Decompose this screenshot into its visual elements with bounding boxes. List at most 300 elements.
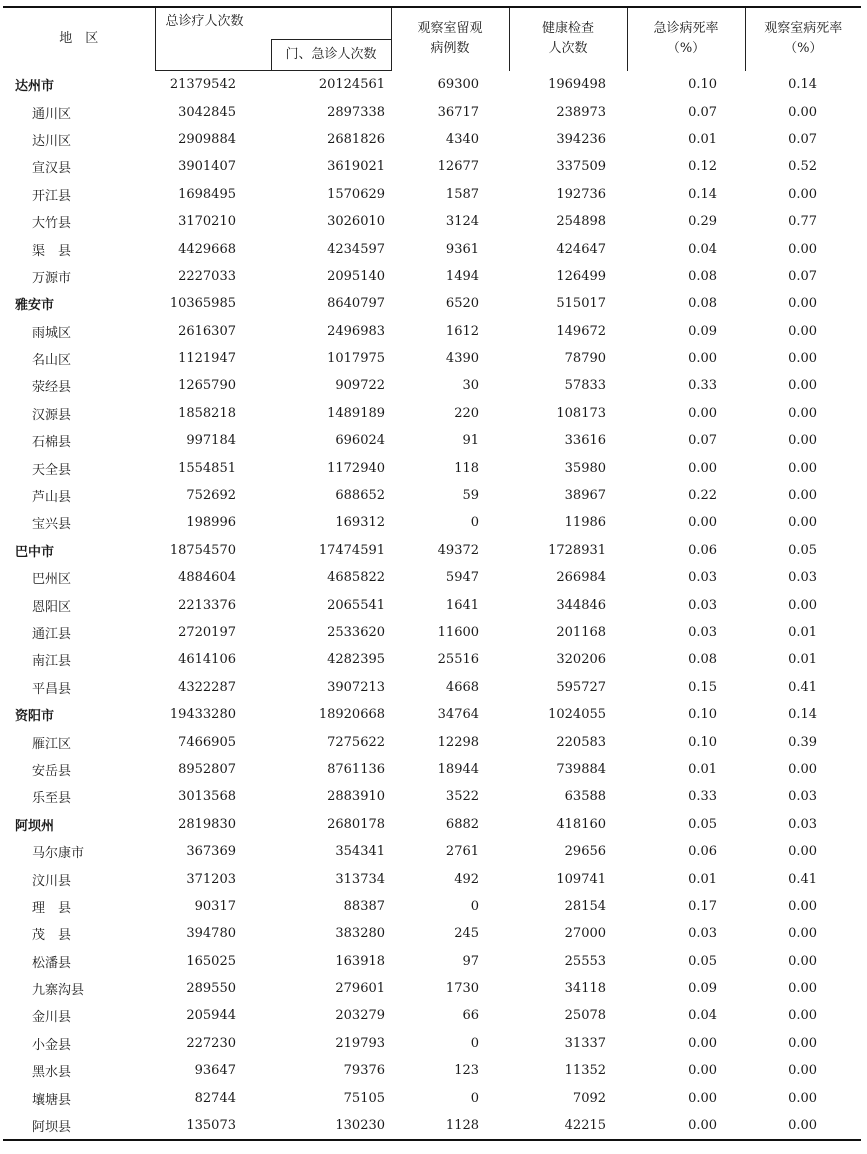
table-row [3, 975, 861, 1002]
health-checks-cell: 394236 [556, 131, 607, 147]
observation-cases-cell: 1494 [445, 268, 480, 284]
total-visits-cell: 7466905 [178, 734, 236, 750]
outpatient-emergency-cell: 169312 [335, 515, 386, 531]
emergency-mortality-cell: 0.12 [688, 159, 718, 175]
emergency-mortality-cell: 0.03 [688, 597, 718, 613]
table-row [3, 153, 861, 180]
header-observation-cases [391, 7, 509, 71]
observation-mortality-cell: 0.77 [788, 214, 818, 230]
table-row [3, 1084, 861, 1111]
total-visits-cell: 165025 [186, 953, 236, 969]
table-row [3, 208, 861, 235]
observation-cases-cell: 12677 [437, 159, 480, 175]
observation-mortality-cell: 0.00 [788, 981, 818, 997]
table-body [3, 71, 861, 1141]
region-cell: 小金县 [32, 1037, 72, 1053]
total-visits-cell: 3042845 [178, 104, 236, 120]
table-row [3, 564, 861, 591]
total-visits-cell: 90317 [194, 898, 236, 914]
observation-mortality-cell: 0.00 [788, 1008, 818, 1024]
table-row [3, 1112, 861, 1140]
observation-mortality-cell: 0.00 [788, 1063, 818, 1079]
health-checks-cell: 38967 [564, 488, 607, 504]
region-cell: 大竹县 [32, 216, 72, 232]
table-row [3, 619, 861, 646]
health-checks-cell: 1024055 [548, 707, 607, 723]
emergency-mortality-cell: 0.01 [688, 871, 718, 887]
total-visits-cell: 1554851 [178, 460, 236, 476]
observation-cases-cell: 30 [462, 378, 480, 394]
health-checks-cell: 27000 [564, 926, 607, 942]
outpatient-emergency-cell: 79376 [343, 1063, 386, 1079]
table-row [3, 235, 861, 262]
table-header [3, 7, 861, 71]
header-total-visits: 总诊疗人次数 [155, 7, 391, 40]
outpatient-emergency-cell: 7275622 [327, 734, 386, 750]
total-visits-cell: 2213376 [178, 597, 236, 613]
outpatient-emergency-cell: 688652 [335, 488, 386, 504]
observation-cases-cell: 4390 [445, 351, 480, 367]
total-visits-cell: 1698495 [178, 186, 236, 202]
emergency-mortality-cell: 0.00 [627, 1112, 745, 1140]
table-row [3, 263, 861, 290]
region-cell: 宣汉县 [32, 161, 72, 177]
outpatient-emergency-cell: 20124561 [318, 77, 386, 93]
health-checks-cell: 25078 [564, 1008, 607, 1024]
observation-mortality-cell: 0.00 [788, 953, 818, 969]
health-checks-cell: 126499 [556, 268, 607, 284]
outpatient-emergency-cell: 2496983 [327, 323, 386, 339]
observation-mortality-cell: 0.07 [788, 131, 818, 147]
observation-mortality-cell: 0.00 [788, 241, 818, 257]
header-observation-mortality [745, 7, 861, 71]
region-cell: 达州市 [15, 78, 55, 94]
outpatient-emergency-cell: 219793 [335, 1035, 386, 1051]
outpatient-emergency-cell: 3619021 [327, 159, 386, 175]
health-checks-cell: 320206 [556, 652, 607, 668]
total-visits-cell: 1858218 [178, 405, 236, 421]
health-checks-cell: 149672 [556, 323, 607, 339]
observation-mortality-cell: 0.00 [788, 761, 818, 777]
outpatient-emergency-cell: 17474591 [318, 542, 386, 558]
total-visits-cell: 2819830 [178, 816, 236, 832]
observation-mortality-cell: 0.00 [788, 186, 818, 202]
total-visits-cell: 82744 [194, 1090, 236, 1106]
health-checks-cell: 220583 [556, 734, 607, 750]
observation-mortality-cell: 0.03 [788, 789, 818, 805]
observation-cases-cell: 49372 [437, 542, 480, 558]
observation-mortality-cell: 0.14 [788, 707, 818, 723]
outpatient-emergency-cell: 2883910 [327, 789, 386, 805]
total-visits-cell: 2909884 [178, 131, 236, 147]
region-cell: 资阳市 [15, 709, 55, 725]
total-visits-cell: 8952807 [178, 761, 236, 777]
total-visits-cell: 3901407 [178, 159, 236, 175]
health-checks-cell: 33616 [564, 433, 607, 449]
observation-mortality-cell: 0.00 [788, 926, 818, 942]
emergency-mortality-cell: 0.09 [688, 981, 718, 997]
region-cell: 汶川县 [32, 873, 72, 889]
health-checks-cell: 254898 [556, 214, 607, 230]
total-visits-cell: 367369 [186, 844, 236, 860]
emergency-mortality-cell: 0.09 [688, 323, 718, 339]
observation-cases-cell: 0 [470, 898, 480, 914]
observation-mortality-cell: 0.39 [788, 734, 818, 750]
region-cell: 天全县 [32, 462, 72, 478]
emergency-mortality-cell: 0.00 [688, 351, 718, 367]
table-row [3, 400, 861, 427]
health-checks-cell: 337509 [556, 159, 607, 175]
observation-mortality-cell: 0.00 [788, 1035, 818, 1051]
region-cell: 黑水县 [32, 1065, 72, 1081]
outpatient-emergency-cell: 2095140 [327, 268, 386, 284]
health-checks-cell: 595727 [556, 679, 607, 695]
header-health-checks [509, 7, 627, 71]
observation-cases-cell: 4340 [445, 131, 480, 147]
observation-cases-cell: 59 [462, 488, 480, 504]
total-visits-cell: 18754570 [169, 542, 236, 558]
region-cell: 松潘县 [32, 955, 72, 971]
health-checks-cell: 35980 [564, 460, 607, 476]
table-row [3, 865, 861, 892]
table-row-city [3, 537, 861, 564]
health-checks-cell: 11352 [564, 1063, 607, 1079]
observation-cases-cell: 69300 [437, 76, 480, 92]
outpatient-emergency-cell: 1172940 [327, 460, 386, 476]
total-visits-cell: 135073 [155, 1112, 271, 1140]
table-row [3, 454, 861, 481]
emergency-mortality-cell: 0.01 [688, 761, 718, 777]
observation-mortality-cell: 0.00 [745, 1112, 861, 1140]
region-cell: 乐至县 [32, 791, 72, 807]
health-checks-cell: 515017 [556, 296, 607, 312]
observation-cases-cell: 91 [462, 433, 480, 449]
table-row [3, 345, 861, 372]
health-checks-cell: 29656 [564, 844, 607, 860]
header-emergency-mortality [627, 7, 745, 71]
outpatient-emergency-cell: 1489189 [327, 405, 386, 421]
region-cell: 渠 县 [32, 243, 72, 259]
table-row [3, 646, 861, 673]
emergency-mortality-cell: 0.03 [688, 570, 718, 586]
outpatient-emergency-cell: 354341 [335, 844, 386, 860]
emergency-mortality-cell: 0.04 [688, 1008, 718, 1024]
region-cell: 开江县 [32, 188, 72, 204]
observation-cases-cell: 0 [470, 1090, 480, 1106]
outpatient-emergency-cell: 8640797 [327, 296, 386, 312]
observation-mortality-cell: 0.00 [788, 433, 818, 449]
observation-mortality-cell: 0.00 [788, 323, 818, 339]
region-cell: 雁江区 [32, 736, 72, 752]
health-checks-cell: 28154 [564, 898, 607, 914]
table-row [3, 920, 861, 947]
outpatient-emergency-cell: 4234597 [327, 241, 386, 257]
outpatient-emergency-cell: 279601 [335, 981, 386, 997]
emergency-mortality-cell: 0.04 [688, 241, 718, 257]
emergency-mortality-cell: 0.33 [688, 378, 718, 394]
region-cell: 茂 县 [32, 928, 72, 944]
region-cell: 雅安市 [15, 298, 55, 314]
emergency-mortality-cell: 0.00 [688, 1035, 718, 1051]
observation-mortality-cell: 0.52 [788, 159, 818, 175]
region-cell: 雨城区 [32, 325, 72, 341]
table-row [3, 318, 861, 345]
observation-cases-cell: 123 [454, 1063, 480, 1079]
table-row [3, 783, 861, 810]
observation-cases-cell: 3124 [445, 214, 480, 230]
header-observation-mortality-line2: （%） [784, 41, 823, 57]
observation-mortality-cell: 0.41 [788, 679, 818, 695]
outpatient-emergency-cell: 909722 [335, 378, 386, 394]
emergency-mortality-cell: 0.03 [688, 926, 718, 942]
health-checks-cell: 1969498 [548, 76, 607, 92]
total-visits-cell: 289550 [186, 981, 236, 997]
observation-cases-cell: 3522 [445, 789, 480, 805]
total-visits-cell: 1121947 [178, 351, 236, 367]
table-row [3, 98, 861, 125]
outpatient-emergency-cell: 1570629 [327, 186, 386, 202]
outpatient-emergency-cell: 4282395 [327, 652, 386, 668]
region-cell: 汉源县 [32, 407, 72, 423]
outpatient-emergency-cell: 163918 [335, 953, 386, 969]
health-checks-cell: 57833 [564, 378, 607, 394]
emergency-mortality-cell: 0.07 [688, 433, 718, 449]
table-row [3, 1057, 861, 1084]
health-checks-cell: 25553 [564, 953, 607, 969]
total-visits-cell: 2616307 [178, 323, 236, 339]
table-row [3, 372, 861, 399]
health-checks-cell: 109741 [556, 871, 607, 887]
outpatient-emergency-cell: 18920668 [318, 707, 386, 723]
emergency-mortality-cell: 0.00 [688, 1063, 718, 1079]
observation-cases-cell: 4668 [445, 679, 480, 695]
statistics-table [3, 6, 861, 1141]
outpatient-emergency-cell: 3026010 [327, 214, 386, 230]
observation-cases-cell: 25516 [437, 652, 480, 668]
emergency-mortality-cell: 0.22 [688, 488, 718, 504]
table-row [3, 948, 861, 975]
table-row [3, 181, 861, 208]
emergency-mortality-cell: 0.33 [688, 789, 718, 805]
total-visits-cell: 1265790 [178, 378, 236, 394]
outpatient-emergency-cell: 130230 [271, 1112, 391, 1140]
table-row [3, 838, 861, 865]
health-checks-cell: 31337 [564, 1035, 607, 1051]
emergency-mortality-cell: 0.15 [688, 679, 718, 695]
total-visits-cell: 19433280 [169, 707, 236, 723]
health-checks-cell: 11986 [564, 515, 607, 531]
table-row [3, 482, 861, 509]
health-checks-cell: 108173 [556, 405, 607, 421]
outpatient-emergency-cell: 383280 [335, 926, 386, 942]
header-health-checks-line1: 健康检查 [542, 21, 595, 37]
total-visits-cell: 205944 [186, 1008, 236, 1024]
emergency-mortality-cell: 0.00 [688, 1090, 718, 1106]
observation-cases-cell: 492 [454, 871, 480, 887]
emergency-mortality-cell: 0.06 [688, 844, 718, 860]
table-row [3, 674, 861, 701]
region-cell: 恩阳区 [32, 599, 72, 615]
total-visits-cell: 2227033 [178, 268, 236, 284]
outpatient-emergency-cell: 88387 [343, 898, 386, 914]
outpatient-emergency-cell: 313734 [335, 871, 386, 887]
header-total-visits-spacer [155, 40, 271, 71]
header-observation-cases-line2: 病例数 [430, 41, 470, 57]
emergency-mortality-cell: 0.08 [688, 268, 718, 284]
observation-cases-cell: 0 [470, 1035, 480, 1051]
region-cell: 芦山县 [32, 490, 72, 506]
region-cell: 达川区 [32, 133, 72, 149]
emergency-mortality-cell: 0.10 [688, 76, 718, 92]
table-row-city [3, 701, 861, 728]
header-health-checks-line2: 人次数 [548, 41, 588, 57]
emergency-mortality-cell: 0.00 [688, 405, 718, 421]
observation-mortality-cell: 0.14 [788, 76, 818, 92]
region-cell: 九寨沟县 [32, 983, 85, 999]
region-cell: 阿坝县 [3, 1112, 155, 1140]
observation-cases-cell: 9361 [445, 241, 480, 257]
region-cell: 平昌县 [32, 681, 72, 697]
observation-mortality-cell: 0.00 [788, 405, 818, 421]
region-cell: 南江县 [32, 654, 72, 670]
total-visits-cell: 21379542 [169, 77, 236, 93]
health-checks-cell: 192736 [556, 186, 607, 202]
outpatient-emergency-cell: 2681826 [327, 131, 386, 147]
observation-mortality-cell: 0.00 [788, 296, 818, 312]
observation-mortality-cell: 0.00 [788, 844, 818, 860]
emergency-mortality-cell: 0.08 [688, 296, 718, 312]
health-checks-cell: 34118 [564, 981, 607, 997]
observation-mortality-cell: 0.00 [788, 351, 818, 367]
observation-cases-cell: 6882 [445, 816, 480, 832]
total-visits-cell: 394780 [186, 926, 236, 942]
table-row [3, 1030, 861, 1057]
health-checks-cell: 424647 [556, 241, 607, 257]
observation-cases-cell: 118 [454, 460, 480, 476]
observation-cases-cell: 36717 [437, 104, 480, 120]
emergency-mortality-cell: 0.03 [688, 625, 718, 640]
observation-mortality-cell: 0.00 [788, 898, 818, 914]
health-checks-cell: 42215 [509, 1112, 627, 1140]
table-row-city [3, 811, 861, 838]
header-observation-mortality-line1: 观察室病死率 [764, 21, 843, 37]
health-checks-cell: 266984 [556, 570, 607, 586]
region-cell: 巴州区 [32, 572, 72, 588]
observation-cases-cell: 1128 [391, 1112, 509, 1140]
health-checks-cell: 78790 [564, 351, 607, 367]
outpatient-emergency-cell: 3907213 [327, 679, 386, 695]
table-row [3, 509, 861, 536]
observation-mortality-cell: 0.03 [788, 570, 818, 586]
outpatient-emergency-cell: 1017975 [327, 351, 386, 367]
observation-cases-cell: 1641 [445, 597, 480, 613]
health-checks-cell: 63588 [564, 789, 607, 805]
observation-cases-cell: 1730 [445, 981, 480, 997]
outpatient-emergency-cell: 8761136 [327, 761, 386, 777]
health-checks-cell: 7092 [572, 1090, 607, 1106]
total-visits-cell: 997184 [186, 433, 236, 449]
emergency-mortality-cell: 0.10 [688, 707, 718, 723]
region-cell: 巴中市 [15, 544, 55, 560]
observation-mortality-cell: 0.00 [788, 378, 818, 394]
observation-mortality-cell: 0.00 [788, 488, 818, 504]
observation-cases-cell: 11600 [437, 625, 480, 640]
observation-cases-cell: 2761 [445, 844, 480, 860]
header-emergency-mortality-line2: （%） [666, 41, 706, 57]
total-visits-cell: 752692 [186, 488, 236, 504]
observation-cases-cell: 18944 [437, 761, 480, 777]
emergency-mortality-cell: 0.06 [688, 542, 718, 558]
total-visits-cell: 3170210 [178, 214, 236, 230]
region-cell: 阿坝州 [15, 818, 55, 834]
health-checks-cell: 201168 [556, 625, 607, 640]
observation-cases-cell: 34764 [437, 707, 480, 723]
health-checks-cell: 418160 [556, 816, 607, 832]
region-cell: 壤塘县 [32, 1092, 72, 1108]
header-outpatient-emergency: 门、急诊人次数 [271, 40, 391, 71]
observation-mortality-cell: 0.00 [788, 515, 818, 531]
total-visits-cell: 227230 [186, 1035, 236, 1051]
emergency-mortality-cell: 0.07 [688, 104, 718, 120]
observation-mortality-cell: 0.41 [788, 871, 818, 887]
emergency-mortality-cell: 0.05 [688, 953, 718, 969]
observation-mortality-cell: 0.00 [788, 1090, 818, 1106]
health-checks-cell: 344846 [556, 597, 607, 613]
observation-mortality-cell: 0.00 [788, 460, 818, 476]
observation-cases-cell: 5947 [445, 570, 480, 586]
header-observation-cases-line1: 观察室留观 [417, 21, 483, 37]
outpatient-emergency-cell: 4685822 [327, 570, 386, 586]
emergency-mortality-cell: 0.01 [688, 131, 718, 147]
region-cell: 名山区 [32, 353, 72, 369]
observation-mortality-cell: 0.00 [788, 104, 818, 120]
total-visits-cell: 93647 [194, 1063, 236, 1079]
region-cell: 万源市 [32, 270, 72, 286]
total-visits-cell: 4429668 [178, 241, 236, 257]
observation-cases-cell: 1587 [445, 186, 480, 202]
outpatient-emergency-cell: 696024 [335, 433, 386, 449]
region-cell: 荥经县 [32, 380, 72, 396]
region-cell: 金川县 [32, 1010, 72, 1026]
emergency-mortality-cell: 0.10 [688, 734, 718, 750]
observation-cases-cell: 66 [462, 1008, 480, 1024]
emergency-mortality-cell: 0.00 [688, 515, 718, 531]
outpatient-emergency-cell: 2065541 [327, 597, 386, 613]
observation-mortality-cell: 0.03 [788, 816, 818, 832]
header-region: 地 区 [3, 7, 155, 71]
total-visits-cell: 4614106 [178, 652, 236, 668]
observation-mortality-cell: 0.05 [788, 542, 818, 558]
table-row [3, 427, 861, 454]
region-cell: 理 县 [32, 900, 72, 916]
total-visits-cell: 371203 [186, 871, 236, 887]
observation-cases-cell: 220 [454, 405, 480, 421]
region-cell: 通江县 [32, 627, 72, 642]
region-cell: 宝兴县 [32, 517, 72, 533]
table-row-city [3, 71, 861, 99]
total-visits-cell: 198996 [186, 515, 236, 531]
observation-mortality-cell: 0.01 [788, 625, 818, 640]
outpatient-emergency-cell: 2680178 [327, 816, 386, 832]
outpatient-emergency-cell: 2533620 [327, 625, 386, 640]
health-checks-cell: 1728931 [548, 542, 607, 558]
outpatient-emergency-cell: 2897338 [327, 104, 386, 120]
total-visits-cell: 10365985 [169, 296, 236, 312]
table-row [3, 756, 861, 783]
table-row-city [3, 290, 861, 317]
table-row [3, 893, 861, 920]
emergency-mortality-cell: 0.14 [688, 186, 718, 202]
